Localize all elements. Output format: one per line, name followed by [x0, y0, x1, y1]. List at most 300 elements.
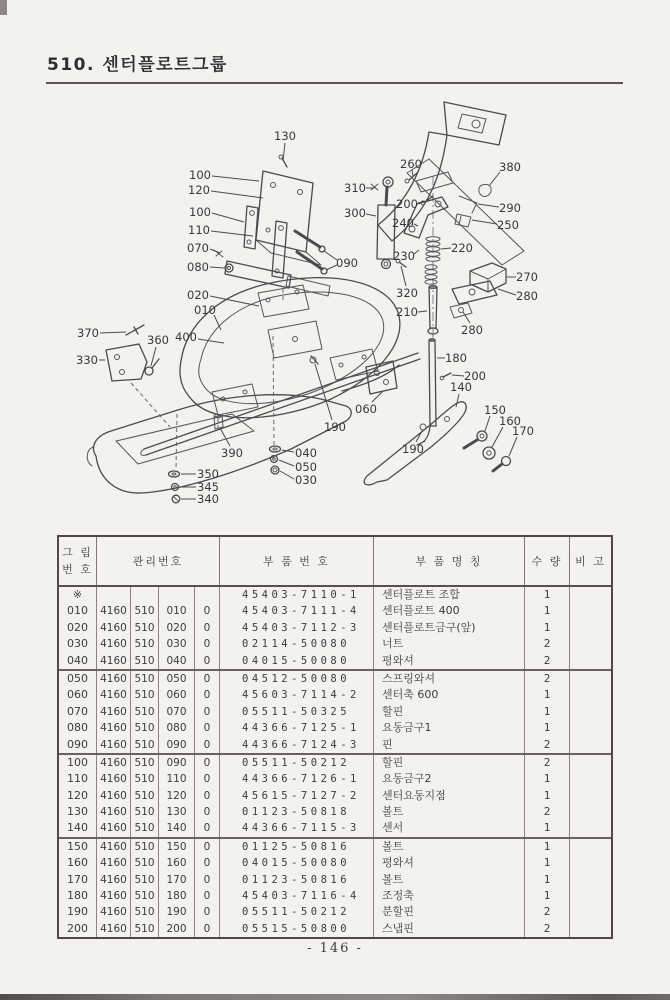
label-leader-line — [366, 214, 376, 216]
cell-part-name: 센터플로트금구(앞) — [373, 620, 524, 636]
cell-qty: 1 — [524, 720, 569, 736]
cell-remark — [569, 636, 611, 652]
cell-part-name: 너트 — [373, 636, 524, 652]
header-fig-line2: 번 호 — [62, 563, 93, 576]
top-bracket-group — [214, 102, 506, 296]
cell-mgmt-3: 050 — [158, 671, 194, 687]
cell-mgmt-1: 4160 — [96, 888, 130, 904]
diagram-label: 100 — [189, 168, 211, 182]
cell-mgmt-3: 030 — [158, 636, 194, 652]
table-row — [59, 753, 611, 771]
label-leader-line — [489, 172, 500, 186]
diagram-label: 290 — [499, 201, 521, 215]
cell-remark — [569, 788, 611, 804]
cell-mgmt-1: 4160 — [96, 771, 130, 787]
diagram-label: 320 — [396, 286, 418, 300]
cell-mgmt-2: 510 — [130, 620, 158, 636]
cell-qty: 1 — [524, 687, 569, 703]
diagram-label: 280 — [461, 323, 483, 337]
cell-part-name: 센터요동지점 — [373, 788, 524, 804]
cell-qty: 1 — [524, 788, 569, 804]
diagram-label: 180 — [445, 351, 467, 365]
cell-part-no: 04512-50080 — [219, 671, 373, 687]
cell-remark — [569, 839, 611, 855]
table-row — [59, 788, 611, 804]
diagram-label: 030 — [295, 473, 317, 487]
cell-qty: 1 — [524, 872, 569, 888]
diagram-label: 130 — [274, 129, 296, 143]
cell-qty: 1 — [524, 820, 569, 836]
cell-remark — [569, 888, 611, 904]
label-leader-line — [418, 311, 427, 312]
cell-mgmt-3: 140 — [158, 820, 194, 836]
cell-mgmt-4: 0 — [194, 720, 219, 736]
cell-mgmt-1: 4160 — [96, 755, 130, 771]
table-row — [59, 888, 611, 904]
cell-part-name: 할핀 — [373, 704, 524, 720]
cell-mgmt-1: 4160 — [96, 653, 130, 669]
cell-remark — [569, 820, 611, 836]
cell-part-name: 할핀 — [373, 755, 524, 771]
cell-mgmt-3: 120 — [158, 788, 194, 804]
table-row — [59, 804, 611, 820]
label-leader-line — [212, 213, 244, 222]
cell-part-no: 44366-7126-1 — [219, 771, 373, 787]
cell-mgmt-4: 0 — [194, 855, 219, 871]
cell-mgmt-1: 4160 — [96, 636, 130, 652]
table-row — [59, 855, 611, 871]
header-part-name: 부 품 명 칭 — [373, 537, 524, 585]
cell-mgmt-1: 4160 — [96, 704, 130, 720]
page-number: - 146 - — [307, 941, 363, 956]
table-row — [59, 921, 611, 937]
label-leader-line — [414, 224, 418, 226]
cell-part-no: 45403-7111-4 — [219, 603, 373, 619]
table-row — [59, 636, 611, 652]
table-row — [59, 720, 611, 736]
cell-mgmt-4: 0 — [194, 921, 219, 937]
cell-fig-no: 160 — [67, 856, 88, 870]
cell-fig-no: 190 — [67, 905, 88, 919]
cell-fig-no: 070 — [67, 704, 88, 718]
diagram-label: 330 — [76, 353, 98, 367]
diagram-label: 100 — [189, 205, 211, 219]
cell-qty: 1 — [524, 771, 569, 787]
cell-part-name: 평와셔 — [373, 653, 524, 669]
cell-part-name: 볼트 — [373, 839, 524, 855]
cell-part-name: 평와셔 — [373, 855, 524, 871]
cell-part-no: 05515-50800 — [219, 921, 373, 937]
cell-part-name: 조정축 — [373, 888, 524, 904]
diagram-label: 210 — [396, 305, 418, 319]
cell-mgmt-2: 510 — [130, 855, 158, 871]
cell-part-name: 분할핀 — [373, 904, 524, 920]
cell-mgmt-1: 4160 — [96, 788, 130, 804]
cell-mgmt-2: 510 — [130, 904, 158, 920]
diagram-label: 260 — [400, 157, 422, 171]
cell-mgmt-3: 080 — [158, 720, 194, 736]
cell-fig-no: 180 — [67, 889, 88, 903]
label-leader-line — [509, 437, 517, 456]
cell-part-no: 45603-7114-2 — [219, 687, 373, 703]
cell-mgmt-3: 170 — [158, 872, 194, 888]
diagram-area — [40, 92, 640, 524]
cell-mgmt-2: 510 — [130, 804, 158, 820]
table-row — [59, 704, 611, 720]
diagram-label: 280 — [516, 289, 538, 303]
cell-fig-no: 080 — [67, 721, 88, 735]
diagram-label: 190 — [402, 442, 424, 456]
cell-mgmt-2: 510 — [130, 671, 158, 687]
cell-mgmt-3: 190 — [158, 904, 194, 920]
table-row — [59, 669, 611, 687]
cell-part-no: 02114-50080 — [219, 636, 373, 652]
diagram-label: 310 — [344, 181, 366, 195]
cell-mgmt-3: 010 — [158, 603, 194, 619]
cell-fig-no: 130 — [67, 805, 88, 819]
cell-mgmt-1: 4160 — [96, 620, 130, 636]
cell-mgmt-3: 110 — [158, 771, 194, 787]
header-mgmt-no: 관리번호 — [96, 537, 219, 585]
cell-part-name: 센터축 600 — [373, 687, 524, 703]
cell-mgmt-4: 0 — [194, 755, 219, 771]
diagram-label: 240 — [392, 216, 414, 230]
table-row — [59, 872, 611, 888]
label-leader-line — [452, 375, 464, 376]
cell-mgmt-2: 510 — [130, 839, 158, 855]
diagram-label: 120 — [188, 183, 210, 197]
diagram-label: 340 — [197, 492, 219, 506]
cell-mgmt-4: 0 — [194, 804, 219, 820]
cell-remark — [569, 704, 611, 720]
header-fig-no — [59, 537, 96, 585]
cell-part-no: 44366-7125-1 — [219, 720, 373, 736]
cell-mgmt-3: 200 — [158, 921, 194, 937]
cell-mgmt-4: 0 — [194, 704, 219, 720]
cell-remark — [569, 872, 611, 888]
cell-fig-no: 170 — [67, 872, 88, 886]
cell-mgmt-4: 0 — [194, 620, 219, 636]
cell-mgmt-3: 070 — [158, 704, 194, 720]
cell-mgmt-1: 4160 — [96, 687, 130, 703]
cell-mgmt-1: 4160 — [96, 839, 130, 855]
parts-table — [57, 535, 613, 939]
cell-qty: 2 — [524, 755, 569, 771]
cell-part-no: 45403-7112-3 — [219, 620, 373, 636]
table-row — [59, 837, 611, 855]
cell-mgmt-4: 0 — [194, 603, 219, 619]
cell-qty: 1 — [524, 855, 569, 871]
cell-remark — [569, 771, 611, 787]
cell-mgmt-3: 180 — [158, 888, 194, 904]
diagram-label: 390 — [221, 446, 243, 460]
cell-part-no: 05511-50212 — [219, 904, 373, 920]
cell-part-no: 01123-50818 — [219, 804, 373, 820]
cell-mgmt-1: 4160 — [96, 671, 130, 687]
cell-mgmt-2: 510 — [130, 755, 158, 771]
table-row — [59, 620, 611, 636]
cell-fig-no: 010 — [67, 604, 88, 618]
cell-fig-no: 140 — [67, 821, 88, 835]
cell-remark — [569, 921, 611, 937]
cell-mgmt-2: 510 — [130, 687, 158, 703]
cell-mgmt-3: 040 — [158, 653, 194, 669]
cell-mgmt-1: 4160 — [96, 904, 130, 920]
diagram-label: 345 — [197, 480, 219, 494]
cell-remark — [569, 671, 611, 687]
cell-remark — [569, 620, 611, 636]
parts-table-body — [59, 587, 611, 937]
label-leader-line — [401, 266, 406, 286]
cell-remark — [569, 904, 611, 920]
cell-mgmt-4: 0 — [194, 820, 219, 836]
header-part-no: 부 품 번 호 — [219, 537, 373, 585]
diagram-label: 190 — [324, 420, 346, 434]
cell-part-name: 센서 — [373, 820, 524, 836]
cell-part-name: 스프링와셔 — [373, 671, 524, 687]
label-leader-line — [100, 332, 126, 333]
cell-fig-no: 020 — [67, 620, 88, 634]
label-leader-line — [315, 364, 332, 420]
cell-mgmt-3: 020 — [158, 620, 194, 636]
cell-mgmt-3: 160 — [158, 855, 194, 871]
cell-fig-no: 200 — [67, 921, 88, 935]
label-leader-line — [498, 289, 516, 295]
cell-mgmt-1: 4160 — [96, 603, 130, 619]
label-leader-line — [198, 339, 224, 343]
label-leader-line — [211, 231, 253, 236]
cell-remark — [569, 720, 611, 736]
cell-part-name: 센터플로트 400 — [373, 603, 524, 619]
section-title: 센터플로트그룹 — [102, 55, 228, 75]
cell-mgmt-2: 510 — [130, 737, 158, 753]
cell-fig-no: 060 — [67, 688, 88, 702]
cell-mgmt-2: 510 — [130, 704, 158, 720]
cell-part-name: 스냅핀 — [373, 921, 524, 937]
cell-mgmt-2: 510 — [130, 788, 158, 804]
cell-qty: 1 — [524, 620, 569, 636]
cell-remark — [569, 755, 611, 771]
section-number: 510. — [47, 55, 95, 75]
cell-mgmt-4: 0 — [194, 771, 219, 787]
cell-fig-no: ※ — [72, 588, 83, 601]
cell-fig-no: 050 — [67, 671, 88, 685]
cell-mgmt-4: 0 — [194, 737, 219, 753]
diagram-label: 230 — [393, 249, 415, 263]
diagram-label: 250 — [497, 218, 519, 232]
label-leader-line — [211, 191, 263, 198]
center-shaft — [141, 353, 420, 455]
cell-fig-no: 090 — [67, 737, 88, 751]
cell-mgmt-3: 060 — [158, 687, 194, 703]
cell-mgmt-1: 4160 — [96, 921, 130, 937]
cell-mgmt-3: 150 — [158, 839, 194, 855]
cell-mgmt-1: 4160 — [96, 820, 130, 836]
diagram-label: 380 — [499, 160, 521, 174]
diagram-label: 360 — [147, 333, 169, 347]
page-title — [47, 50, 228, 75]
cell-part-name: 요동금구1 — [373, 720, 524, 736]
cell-mgmt-2: 510 — [130, 720, 158, 736]
diagram-label: 350 — [197, 467, 219, 481]
table-row — [59, 771, 611, 787]
diagram-label: 220 — [451, 241, 473, 255]
label-leader-line — [280, 471, 294, 479]
cell-remark — [569, 687, 611, 703]
scan-edge-bottom — [0, 994, 670, 1000]
cell-mgmt-4: 0 — [194, 839, 219, 855]
label-leader-line — [478, 204, 499, 207]
label-leader-line — [210, 249, 220, 253]
cell-part-no: 45615-7127-2 — [219, 788, 373, 804]
cell-mgmt-3: 090 — [158, 737, 194, 753]
cell-part-name: 요동금구2 — [373, 771, 524, 787]
diagram-label: 070 — [187, 241, 209, 255]
cell-remark — [569, 804, 611, 820]
cell-mgmt-3: 090 — [158, 755, 194, 771]
cell-qty: 2 — [524, 921, 569, 937]
cell-qty: 2 — [524, 904, 569, 920]
label-leader-line — [283, 143, 285, 161]
cell-qty: 2 — [524, 636, 569, 652]
diagram-label: 050 — [295, 460, 317, 474]
cell-mgmt-1: 4160 — [96, 872, 130, 888]
cell-fig-no: 110 — [67, 772, 88, 786]
cell-qty: 1 — [524, 704, 569, 720]
cell-part-no: 05511-50212 — [219, 755, 373, 771]
cell-qty: 2 — [524, 653, 569, 669]
cell-part-no: 45403-7110-1 — [219, 587, 373, 603]
cell-mgmt-2: 510 — [130, 653, 158, 669]
diagram-label: 200 — [396, 197, 418, 211]
scan-corner-mark — [0, 0, 7, 15]
cell-mgmt-2: 510 — [130, 603, 158, 619]
label-leader-line — [456, 394, 459, 407]
diagram-label: 400 — [175, 330, 197, 344]
cell-part-name: 볼트 — [373, 872, 524, 888]
cell-mgmt-4: 0 — [194, 671, 219, 687]
diagram-label: 060 — [355, 402, 377, 416]
diagram-label: 370 — [77, 326, 99, 340]
header-qty: 수 량 — [524, 537, 569, 585]
cell-qty: 1 — [524, 888, 569, 904]
cell-fig-no: 120 — [67, 788, 88, 802]
label-leader-line — [210, 267, 224, 268]
cell-fig-no: 150 — [67, 839, 88, 853]
cell-mgmt-2: 510 — [130, 872, 158, 888]
label-leader-line — [492, 427, 503, 447]
cell-mgmt-1: 4160 — [96, 737, 130, 753]
cell-qty: 1 — [524, 839, 569, 855]
cell-mgmt-3: 130 — [158, 804, 194, 820]
diagram-label: 300 — [344, 206, 366, 220]
cell-mgmt-4: 0 — [194, 872, 219, 888]
title-rule — [46, 82, 623, 84]
header-remark: 비 고 — [569, 537, 611, 585]
header-fig-line1: 그 림 — [62, 545, 93, 559]
diagram-labels — [76, 129, 538, 506]
cell-part-name: 센터플로트 조합 — [373, 587, 524, 603]
label-leader-line — [279, 460, 294, 466]
parts-diagram — [40, 92, 640, 524]
table-row — [59, 603, 611, 619]
cell-mgmt-2: 510 — [130, 888, 158, 904]
cell-remark — [569, 653, 611, 669]
cell-mgmt-4: 0 — [194, 687, 219, 703]
cell-mgmt-1: 4160 — [96, 855, 130, 871]
cell-remark — [569, 855, 611, 871]
label-leader-line — [441, 248, 451, 249]
cell-mgmt-1 — [96, 587, 130, 603]
table-row — [59, 904, 611, 920]
diagram-label: 010 — [194, 303, 216, 317]
diagram-label: 090 — [336, 256, 358, 270]
cell-mgmt-2: 510 — [130, 820, 158, 836]
cell-part-no: 04015-50080 — [219, 855, 373, 871]
table-row — [59, 653, 611, 669]
cell-part-no: 44366-7124-3 — [219, 737, 373, 753]
diagram-label: 160 — [499, 414, 521, 428]
cell-mgmt-2: 510 — [130, 636, 158, 652]
label-leader-line — [212, 176, 259, 181]
cell-part-no: 45403-7116-4 — [219, 888, 373, 904]
diagram-label: 140 — [450, 380, 472, 394]
cell-part-name: 핀 — [373, 737, 524, 753]
table-row — [59, 587, 611, 603]
diagram-label: 270 — [516, 270, 538, 284]
diagram-label: 150 — [484, 403, 506, 417]
cell-mgmt-4: 0 — [194, 888, 219, 904]
cell-mgmt-4: 0 — [194, 904, 219, 920]
cell-fig-no: 030 — [67, 637, 88, 651]
cell-remark — [569, 587, 611, 603]
diagram-label: 110 — [188, 223, 210, 237]
cell-fig-no: 040 — [67, 653, 88, 667]
cell-mgmt-4: 0 — [194, 653, 219, 669]
table-row — [59, 687, 611, 703]
cell-part-no: 44366-7115-3 — [219, 820, 373, 836]
cell-qty: 1 — [524, 603, 569, 619]
cell-qty: 1 — [524, 587, 569, 603]
table-row — [59, 820, 611, 836]
cell-mgmt-4: 0 — [194, 636, 219, 652]
cell-remark — [569, 737, 611, 753]
cell-mgmt-2 — [130, 587, 158, 603]
diagram-label: 170 — [512, 424, 534, 438]
table-header — [59, 537, 611, 587]
cell-qty: 2 — [524, 671, 569, 687]
diagram-label: 020 — [187, 288, 209, 302]
diagram-label: 200 — [464, 369, 486, 383]
fastener-details — [169, 289, 284, 503]
cell-part-no: 01123-50816 — [219, 872, 373, 888]
cell-part-no: 01125-50816 — [219, 839, 373, 855]
label-leader-line — [220, 428, 230, 446]
cell-mgmt-1: 4160 — [96, 720, 130, 736]
cell-mgmt-4: 0 — [194, 788, 219, 804]
cell-part-no: 04015-50080 — [219, 653, 373, 669]
damper-assembly — [371, 172, 506, 338]
cell-fig-no: 100 — [67, 755, 88, 769]
cell-mgmt-4 — [194, 587, 219, 603]
cell-mgmt-1: 4160 — [96, 804, 130, 820]
cell-qty: 2 — [524, 737, 569, 753]
cell-mgmt-2: 510 — [130, 921, 158, 937]
table-row — [59, 737, 611, 753]
cell-part-name: 볼트 — [373, 804, 524, 820]
cell-mgmt-3 — [158, 587, 194, 603]
float-frame — [180, 278, 400, 418]
